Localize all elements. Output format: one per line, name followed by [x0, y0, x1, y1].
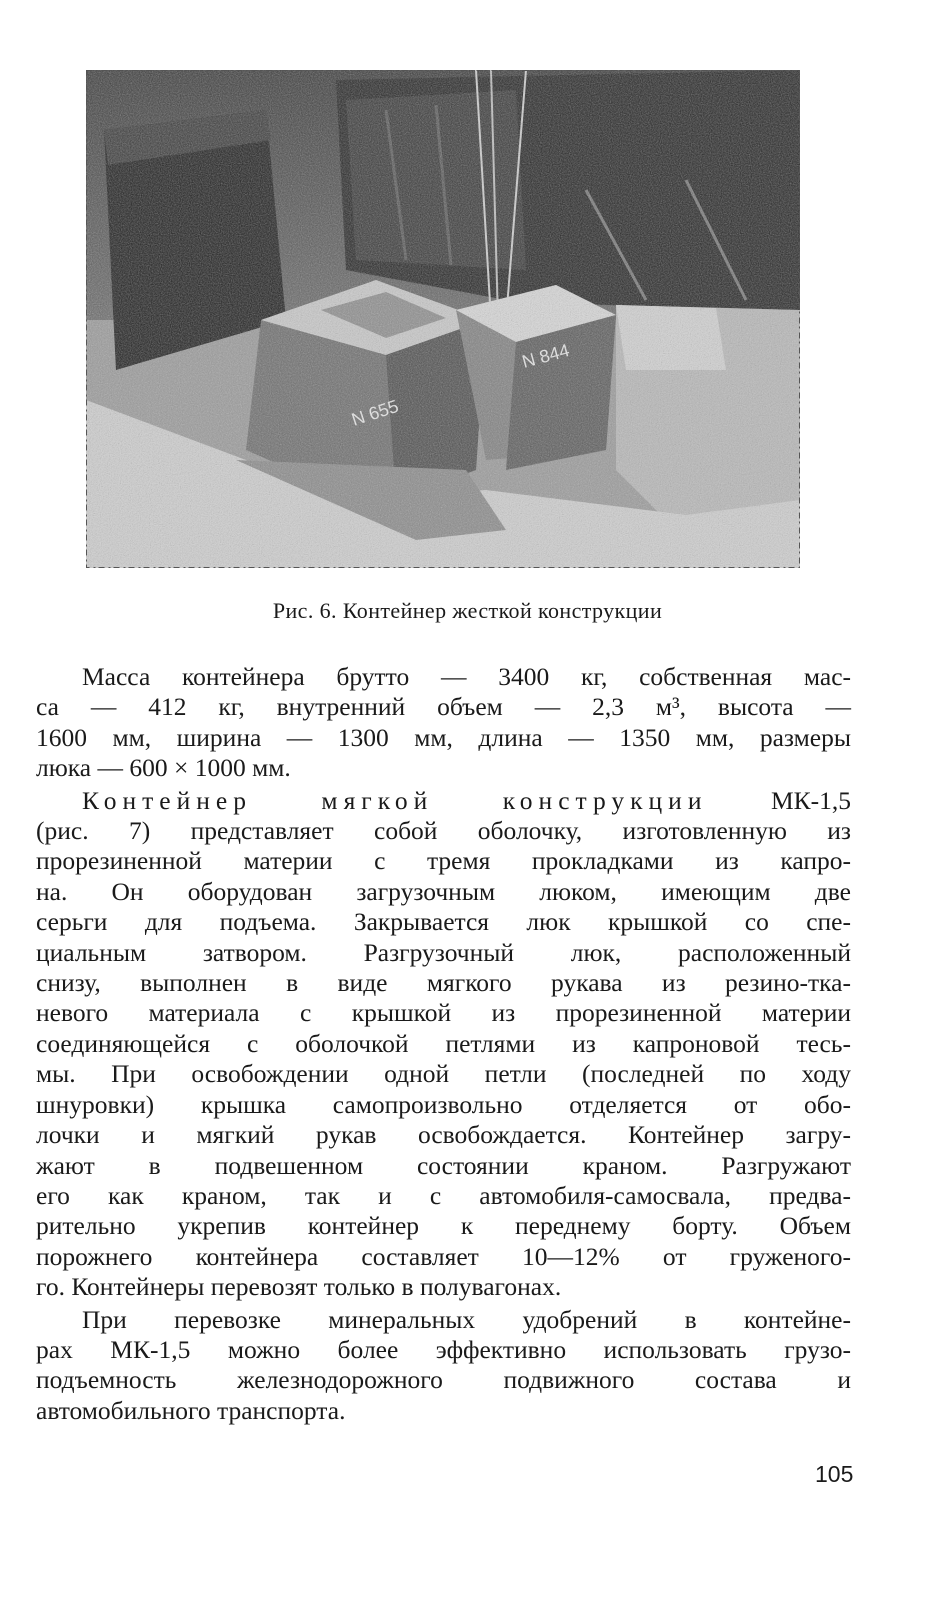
text-line: его как краном, так и с автомобиля-самосвала, предва-: [36, 1180, 851, 1210]
text-line: соединяющейся с оболочкой петлями из капроновой тесь-: [36, 1028, 851, 1058]
page-number: 105: [815, 1461, 854, 1487]
text-line: невого материала с крышкой из прорезиненной материи: [36, 998, 851, 1028]
text-line: жают в подвешенном состоянии краном. Разгружают: [36, 1150, 851, 1180]
text-line: мы. При освобождении одной петли (последней по ходу: [36, 1059, 851, 1089]
text-line: снизу, выполнен в виде мягкого рукава из резино-тка-: [36, 968, 851, 998]
paragraph-3: [36, 1305, 851, 1427]
figure-caption: Рис. 6. Контейнер жесткой конструкции: [272, 598, 663, 623]
text-line: рительно укрепив контейнер к переднему борту. Объем: [36, 1211, 851, 1241]
text-line: рах МК-1,5 можно более эффективно использовать грузо-: [36, 1334, 851, 1364]
figure-photo: [86, 70, 800, 568]
text-line: При перевозке минеральных удобрений в контейне-: [82, 1304, 851, 1334]
text-line: подъемность железнодорожного подвижного состава и: [36, 1365, 851, 1395]
paragraph-1: [36, 662, 851, 784]
paragraph-2: [36, 786, 851, 1303]
text-line: люка — 600 × 1000 мм.: [36, 753, 291, 783]
text-line: са — 412 кг, внутренний объем — 2,3 м³, высота —: [36, 692, 851, 722]
model-code: МК-1,5: [770, 785, 851, 815]
text-line: на. Он оборудован загрузочным люком, имеющим две: [36, 876, 851, 906]
text-line: шнуровки) крышка самопроизвольно отделяется от обо-: [36, 1089, 851, 1119]
text-line: серьги для подъема. Закрывается люк крышкой со спе-: [36, 907, 851, 937]
text-line: автомобильного транспорта.: [36, 1395, 346, 1425]
text-line: Масса контейнера брутто — 3400 кг, собственная мас-: [82, 662, 851, 691]
text-line: го. Контейнеры перевозят только в полувагонах.: [36, 1272, 562, 1302]
container-photo-image: [86, 70, 800, 568]
body-text: [36, 662, 851, 1428]
text-line-lead: [36, 786, 851, 816]
emphasized-term: Контейнер мягкой конструкции: [82, 785, 708, 815]
text-line: лочки и мягкий рукав освобождается. Контейнер загру-: [36, 1120, 851, 1150]
text-line: (рис. 7) представляет собой оболочку, изготовленную из: [36, 816, 851, 846]
text-line: циальным затвором. Разгрузочный люк, расположенный: [36, 937, 851, 967]
text-line: 1600 мм, ширина — 1300 мм, длина — 1350 мм, размеры: [36, 722, 851, 752]
text-line: прорезиненной материи с тремя прокладками из капро-: [36, 846, 851, 876]
text-line: порожнего контейнера составляет 10—12% от груженого-: [36, 1241, 851, 1271]
